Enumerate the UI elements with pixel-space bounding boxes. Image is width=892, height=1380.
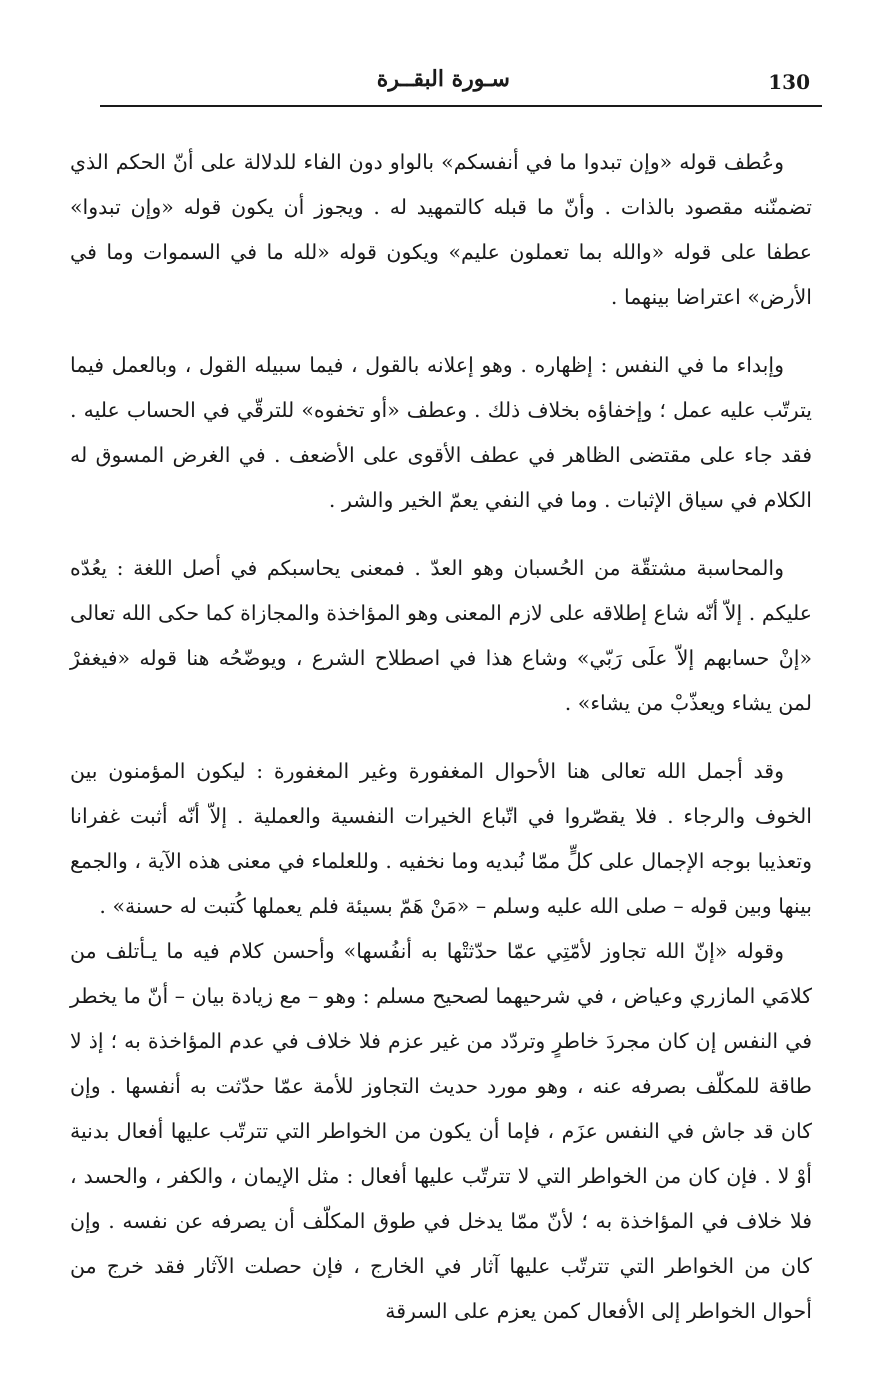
surah-title: سـورة البقــرة (376, 66, 510, 92)
paragraph: وعُطف قوله «وإن تبدوا ما في أنفسكم» بالواو دون الفاء للدلالة على أنّ الحكم الذي تضمنّنه مقصود بالذات . وأنّ ما قبله كالتمهيد له . ويجوز أن يكون قوله «وإن تبدوا» عطفا على قوله «والله بما تعملون عليم» ويكون قوله «لله ما في السموات وما في الأرض» اعتراضا بينهما . (70, 150, 812, 309)
header-divider (100, 105, 822, 107)
paragraph: وقوله «إنّ الله تجاوز لأمّتِي عمّا حدّثتْها به أنفُسها» وأحسن كلام فيه ما يـأتلف من كلامَي المازري وعياض ، في شرحيهما لصحيح مسلم : وهو – مع زيادة بيان – أنّ ما يخطر في النفس إن كان مجردَ خاطرٍ وتردّد من غير عزم فلا خلاف في عدم المؤاخذة به ؛ إذ لا طاقة للمكلّف بصرفه عنه ، وهو مورد حديث التجاوز للأمة عمّا حدّثت به أنفسها . وإن كان قد جاش في النفس عزَم ، فإما أن يكون من الخواطر التي تترتّب عليها أفعال بدنية أوْ لا . فإن كان من الخواطر التي لا تترتّب عليها أفعال : مثل الإيمان ، والكفر ، والحسد ، فلا خلاف في المؤاخذة به ؛ لأنّ ممّا يدخل في طوق المكلّف أن يصرفه عن نفسه . وإن كان من الخواطر التي تترتّب عليها آثار في الخارج ، فإن حصلت الآثار فقد خرج من أحوال الخواطر إلى الأفعال كمن يعزم على السرقة (70, 939, 812, 1323)
paragraph: وإبداء ما في النفس : إظهاره . وهو إعلانه بالقول ، فيما سبيله القول ، وبالعمل فيما يترتّب عليه عمل ؛ وإخفاؤه بخلاف ذلك . وعطف «أو تخفوه» للترقّي في الحساب عليه . فقد جاء على مقتضى الظاهر في عطف الأقوى على الأضعف . في الغرض المسوق له الكلام في سياق الإثبات . وما في النفي يعمّ الخير والشر . (70, 353, 812, 512)
body-text (70, 140, 812, 1334)
page-number: 130 (768, 70, 810, 94)
paragraph: وقد أجمل الله تعالى هنا الأحوال المغفورة وغير المغفورة : ليكون المؤمنون بين الخوف والرجاء . فلا يقصّروا في اتّباع الخيرات النفسية والعملية . إلاّ أنّه أثبت غفرانا وتعذيبا بوجه الإجمال على كلٍّ ممّا نُبديه وما نخفيه . وللعلماء في معنى هذه الآية ، والجمع بينها وبين قوله – صلى الله عليه وسلم – «مَنْ هَمّ بسيئة فلم يعملها كُتبت له حسنة» . (70, 759, 812, 918)
page-header (100, 64, 820, 104)
paragraph: والمحاسبة مشتقّة من الحُسبان وهو العدّ . فمعنى يحاسبكم في أصل اللغة : يعُدّه عليكم . إلاّ أنّه شاع إطلاقه على لازم المعنى وهو المؤاخذة والمجازاة كما حكى الله تعالى «إنْ حسابهم إلاّ علَى رَبّي» وشاع هذا في اصطلاح الشرع ، ويوضّحُه هنا قوله «فيغفرْ لمن يشاء ويعذّبْ من يشاء» . (70, 556, 812, 715)
